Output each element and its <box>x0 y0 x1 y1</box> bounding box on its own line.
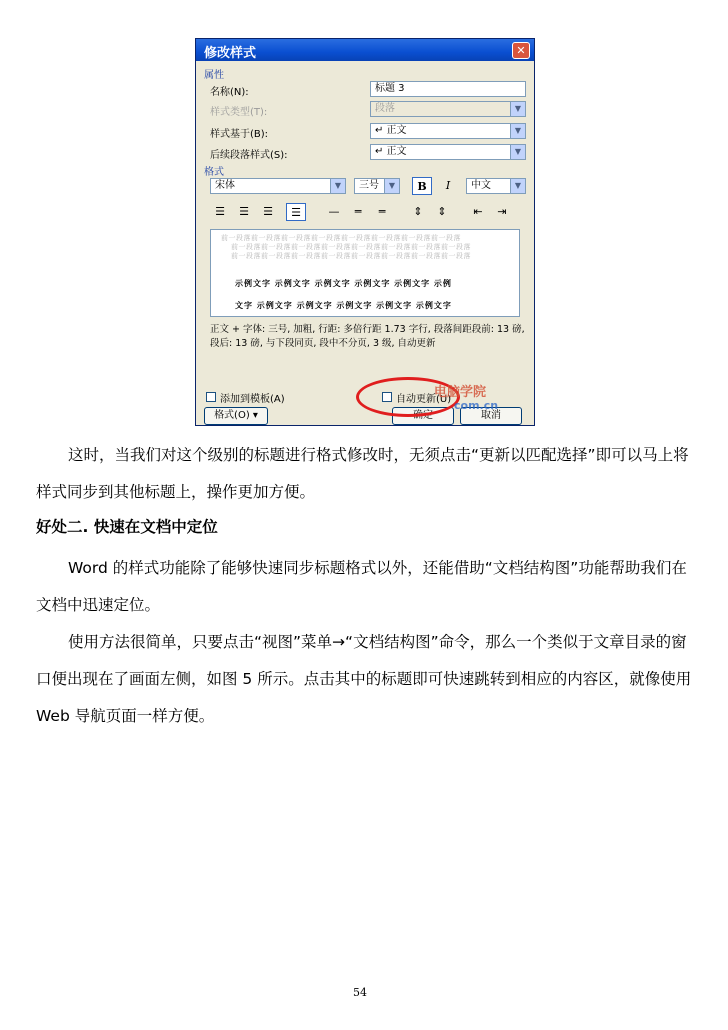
preview-previous-line: 前一段落前一段落前一段落前一段落前一段落前一段落前一段落前一段落 <box>231 243 471 251</box>
preview-previous-line: 前一段落前一段落前一段落前一段落前一段落前一段落前一段落前一段落 <box>231 252 471 260</box>
line-spacing-half-icon[interactable]: ═ <box>354 205 362 218</box>
space-before-decrease-icon[interactable]: ⇕ <box>437 205 447 218</box>
preview-previous-line: 前一段落前一段落前一段落前一段落前一段落前一段落前一段落前一段落 <box>221 234 461 242</box>
paragraph: Word 的样式功能除了能够快速同步标题格式以外，还能借助“文档结构图”功能帮助我们在文档中迅速定位。 <box>36 559 687 614</box>
italic-button[interactable]: I <box>445 179 451 192</box>
section-format: 格式 <box>204 167 224 178</box>
name-input[interactable]: 标题 3 <box>370 81 526 97</box>
close-icon[interactable]: ✕ <box>512 42 530 59</box>
based-on-select[interactable] <box>370 123 526 139</box>
modify-style-dialog <box>195 38 535 426</box>
dialog-titlebar <box>196 39 534 61</box>
language-value: 中文 <box>471 180 491 191</box>
line-spacing-single-icon[interactable]: — <box>328 205 340 218</box>
align-justify-icon[interactable]: ☰ <box>286 203 306 221</box>
font-select[interactable] <box>210 178 346 194</box>
dialog-title: 修改样式 <box>204 46 257 61</box>
chevron-down-icon: ▼ <box>510 124 525 138</box>
style-preview <box>210 229 520 317</box>
auto-update-label: 自动更新(U) <box>396 394 452 405</box>
style-type-label: 样式类型(T): <box>210 107 268 118</box>
based-on-label: 样式基于(B): <box>210 129 269 140</box>
chevron-down-icon: ▼ <box>510 102 525 116</box>
align-left-icon[interactable]: ☰ <box>215 205 225 218</box>
based-on-value: ↵ 正文 <box>375 125 407 136</box>
add-to-template-label: 添加到模板(A) <box>220 394 285 405</box>
chevron-down-icon: ▼ <box>510 179 525 193</box>
bold-button[interactable]: B <box>412 177 432 195</box>
chevron-down-icon: ▼ <box>384 179 399 193</box>
language-select[interactable] <box>466 178 526 194</box>
preview-sample-line: 示例文字 示例文字 示例文字 示例文字 示例文字 示例 <box>235 279 452 288</box>
indent-decrease-icon[interactable]: ⇤ <box>473 205 483 218</box>
style-description: 正文 + 字体: 三号, 加粗, 行距: 多倍行距 1.73 字行, 段落间距段前: 13 磅, 段后: 13 磅, 与下段同页, 段中不分页, 3 级, 自动更新 <box>210 324 525 349</box>
align-center-icon[interactable]: ☰ <box>239 205 249 218</box>
page-number: 54 <box>353 986 367 999</box>
watermark-brand: 电脑学院 <box>434 385 487 400</box>
section-heading: 好处二. 快速在文档中定位 <box>36 518 218 536</box>
next-style-label: 后续段落样式(S): <box>210 150 288 161</box>
ok-button[interactable]: 确定 <box>392 407 454 425</box>
size-value: 三号 <box>359 180 379 191</box>
next-style-select[interactable] <box>370 144 526 160</box>
size-select[interactable] <box>354 178 400 194</box>
font-value: 宋体 <box>215 180 235 191</box>
add-to-template-checkbox[interactable] <box>206 392 216 402</box>
section-properties: 属性 <box>204 70 224 81</box>
preview-sample-line: 文字 示例文字 示例文字 示例文字 示例文字 示例文字 <box>235 301 452 310</box>
watermark-site: com.cn <box>454 399 499 412</box>
paragraph: 使用方法很简单，只要点击“视图”菜单→“文档结构图”命令，那么一个类似于文章目录的窗口便出现在了画面左侧，如图 5 所示。点击其中的标题即可快速跳转到相应的内容区，就像使用 Web 导航页面一样方便。 <box>36 633 692 725</box>
name-label: 名称(N): <box>210 87 249 98</box>
align-right-icon[interactable]: ☰ <box>263 205 273 218</box>
format-button[interactable]: 格式(O) ▾ <box>204 407 268 425</box>
cancel-button[interactable]: 取消 <box>460 407 522 425</box>
style-type-select[interactable] <box>370 101 526 117</box>
indent-increase-icon[interactable]: ⇥ <box>497 205 507 218</box>
style-type-value: 段落 <box>375 103 395 114</box>
next-style-value: ↵ 正文 <box>375 146 407 157</box>
paragraph: 这时，当我们对这个级别的标题进行格式修改时，无须点击“更新以匹配选择”即可以马上将样式同步到其他标题上，操作更加方便。 <box>36 446 689 501</box>
space-before-increase-icon[interactable]: ⇕ <box>413 205 423 218</box>
line-spacing-double-icon[interactable]: ═ <box>378 205 386 218</box>
chevron-down-icon: ▼ <box>330 179 345 193</box>
chevron-down-icon: ▼ <box>510 145 525 159</box>
